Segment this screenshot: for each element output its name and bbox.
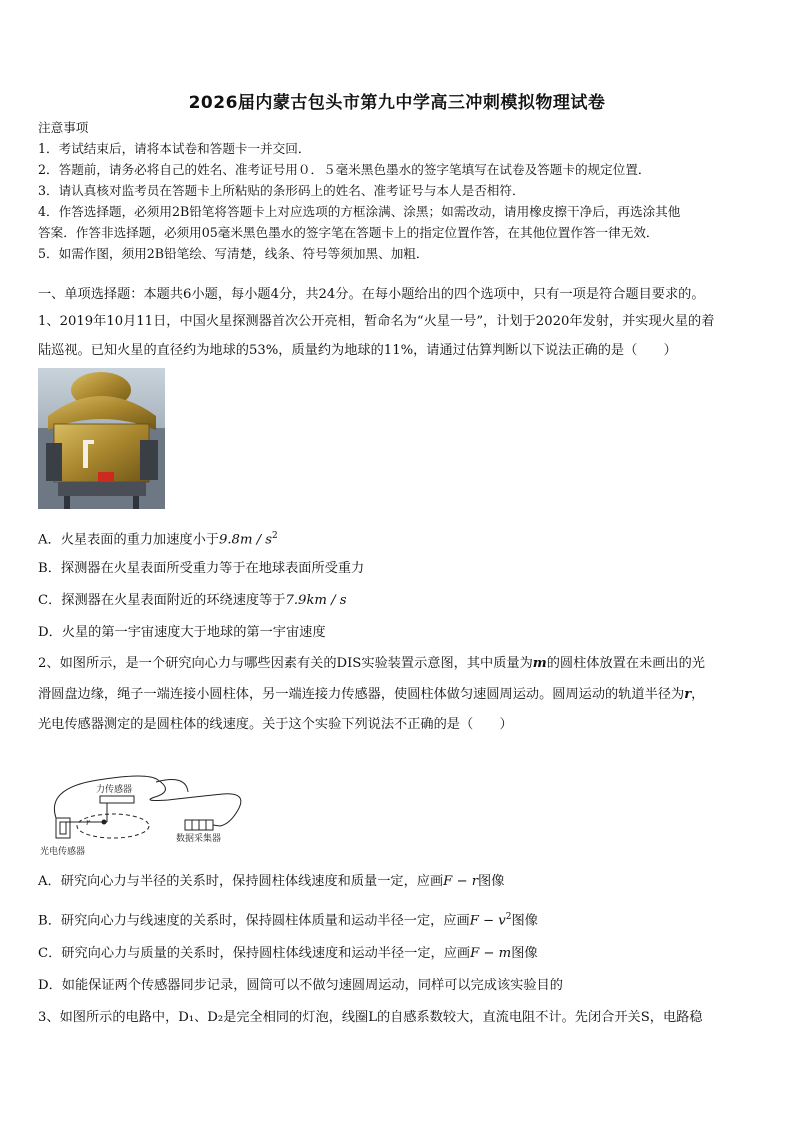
notes-item: 1．考试结束后，请将本试卷和答题卡一并交回． [38, 141, 311, 156]
exam-title: 2026届内蒙古包头市第九中学高三冲刺模拟物理试卷 [188, 93, 606, 113]
notes-heading: 注意事项 [38, 120, 89, 135]
q3-stem-line1: 3、如图所示的电路中，D₁、D₂是完全相同的灯泡，线圈L的自感系数较大，直流电阻不计。先闭合开关S，电路稳 [38, 1010, 703, 1025]
photo-sensor-box [56, 818, 70, 838]
q2-option-c-end: 图像 [511, 946, 538, 961]
q2-option-b-end: 图像 [511, 913, 538, 929]
force-sensor-label: 力传感器 [96, 785, 133, 795]
q2-radius-symbol: r [684, 687, 692, 702]
q2-option-d: D．如能保证两个传感器同步记录，圆筒可以不做匀速圆周运动，同样可以完成该实验目的 [38, 978, 563, 993]
q2-stem-line1 [38, 655, 705, 673]
q2-stem-line2-b: ， [691, 687, 705, 702]
q2-stem-line2 [38, 686, 704, 704]
q2-mass-symbol: m [532, 656, 547, 671]
q2-option-b [38, 908, 538, 930]
q2-option-b-math: F − v [469, 913, 506, 929]
force-sensor-box [100, 796, 134, 803]
q2-option-a [38, 873, 504, 891]
q1-option-a-sup: 2 [272, 531, 278, 541]
notes-item: 答案．作答非选择题，必须用05毫米黑色墨水的签字笔在答题卡上的指定位置作答，在其他位置作答一律无效． [38, 225, 659, 240]
mars-probe-photo [38, 368, 165, 509]
q1-option-c-math: 7.9km / s [285, 593, 347, 608]
q1-option-a [38, 527, 278, 549]
notes-item: 2．答题前，请务必将自己的姓名、准考证号用０．５毫米黑色墨水的签字笔填写在试卷及答题卡的规定位置． [38, 162, 651, 177]
notes-item: 3．请认真核对监考员在答题卡上所粘贴的条形码上的姓名、准考证号与本人是否相符． [38, 183, 525, 198]
q2-option-a-math: F − r [443, 874, 479, 889]
q1-option-c [38, 592, 347, 610]
radius-label: r [86, 818, 90, 827]
q1-option-b: B．探测器在火星表面所受重力等于在地球表面所受重力 [38, 561, 365, 576]
q1-option-a-text: A．火星表面的重力加速度小于 [38, 532, 219, 548]
q2-stem-line2-a: 滑圆盘边缘，绳子一端连接小圆柱体，另一端连接力传感器，使圆柱体做匀速圆周运动。圆周运动的轨道半径为 [38, 687, 685, 702]
sensor-cable [54, 776, 240, 826]
notes-item: 4．作答选择题，必须用2B铅笔将答题卡上对应选项的方框涂满、涂黑；如需改动，请用橡皮擦干净后，再选涂其他 [38, 204, 681, 219]
section-heading: 一、单项选择题：本题共6小题，每小题4分，共24分。在每小题给出的四个选项中，只有一项是符合题目要求的。 [38, 287, 705, 302]
q1-option-d: D．火星的第一宇宙速度大于地球的第一宇宙速度 [38, 625, 326, 640]
q2-option-c-math: F − m [470, 946, 512, 961]
q1-stem-line2: 陆巡视。已知火星的直径约为地球的53%，质量约为地球的11%，请通过估算判断以下说法正确的是（ ） [38, 343, 677, 358]
q2-option-b-text: B．研究向心力与线速度的关系时，保持圆柱体质量和运动半径一定，应画 [38, 913, 470, 929]
photo-sensor-label: 光电传感器 [40, 847, 86, 857]
q1-stem-line1: 1、2019年10月11日，中国火星探测器首次公开亮相，暂命名为“火星一号”，计划于2020年发射，并实现火星的着 [38, 314, 715, 329]
dis-apparatus-diagram [38, 770, 260, 862]
data-collector-label: 数据采集器 [176, 834, 222, 844]
q2-option-a-end: 图像 [478, 874, 505, 889]
q2-option-a-text: A．研究向心力与半径的关系时，保持圆柱体线速度和质量一定，应画 [38, 874, 444, 889]
q1-option-c-text: C．探测器在火星表面附近的环绕速度等于 [38, 593, 286, 608]
q2-option-c [38, 945, 538, 963]
q2-stem-line1-b: 的圆柱体放置在未画出的光 [546, 656, 705, 671]
notes-item: 5．如需作图，须用2B铅笔绘、写清楚，线条、符号等须加黑、加粗． [38, 246, 429, 261]
q2-option-b-sup: 2 [505, 912, 512, 922]
q2-stem-line3: 光电传感器测定的是圆柱体的线速度。关于这个实验下列说法不正确的是（ ） [38, 717, 513, 732]
q1-option-a-math: 9.8m / s [218, 532, 273, 548]
q2-stem-line1-a: 2、如图所示，是一个研究向心力与哪些因素有关的DIS实验装置示意图，其中质量为 [38, 656, 533, 671]
q2-option-c-text: C．研究向心力与质量的关系时，保持圆柱体线速度和运动半径一定，应画 [38, 946, 471, 961]
